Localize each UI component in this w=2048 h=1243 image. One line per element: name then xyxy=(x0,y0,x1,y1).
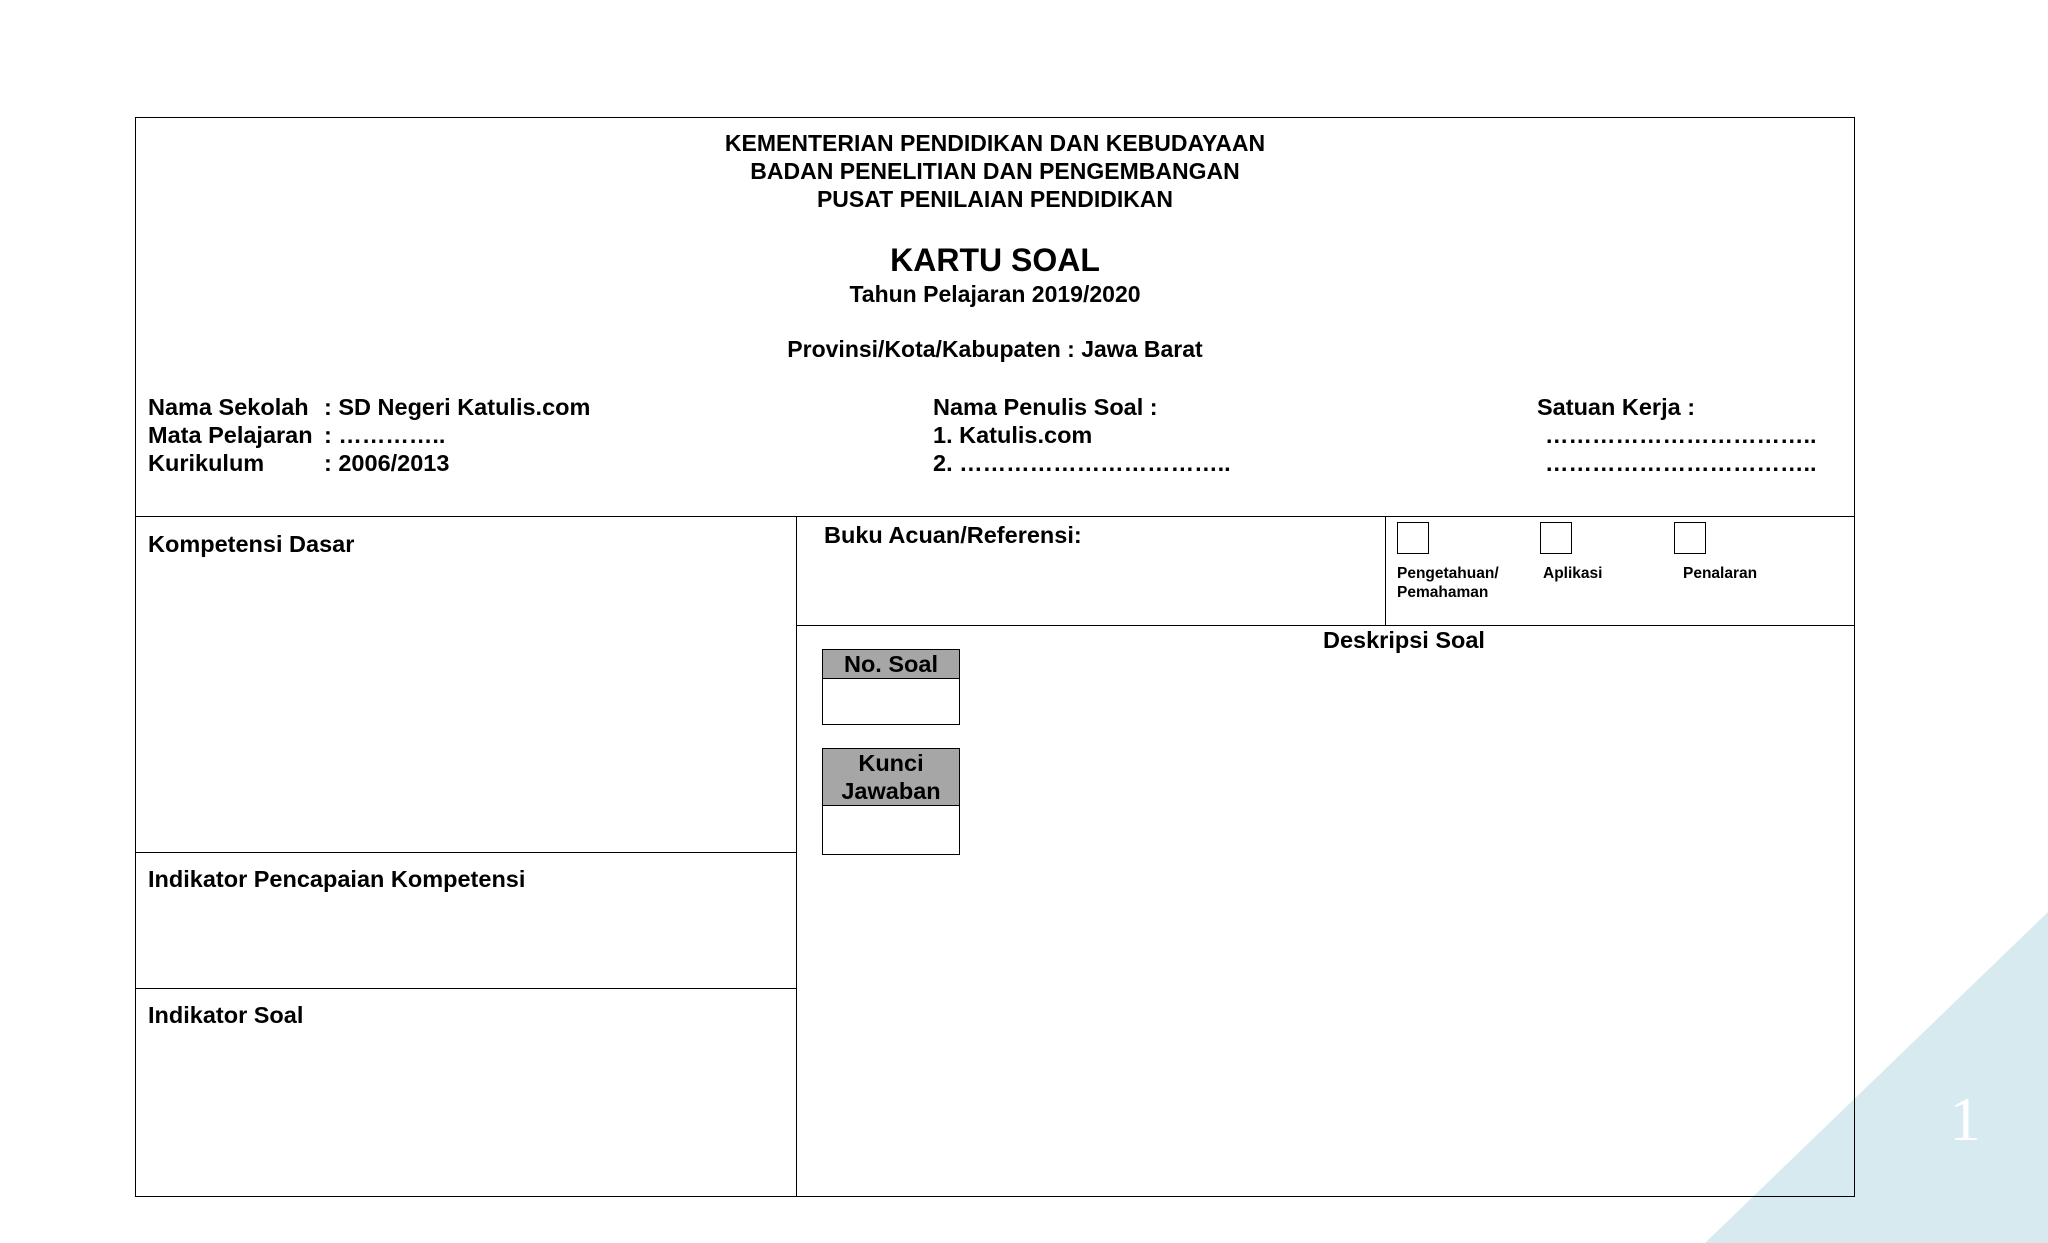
no-soal-box xyxy=(822,649,960,725)
deskripsi-soal-label: Deskripsi Soal xyxy=(1323,627,1485,653)
column-divider xyxy=(796,516,797,1196)
description-divider xyxy=(796,625,1854,626)
writer-2: 2. …………………………….. xyxy=(933,450,1231,476)
unit-label: Satuan Kerja : xyxy=(1537,394,1696,420)
academic-year: Tahun Pelajaran 2019/2020 xyxy=(849,281,1141,307)
unit-2: …………………………….. xyxy=(1545,450,1817,476)
curriculum-label: Kurikulum xyxy=(148,450,265,476)
pengetahuan-label-line1: Pengetahuan/ xyxy=(1397,565,1499,582)
subject-value: : ………….. xyxy=(324,422,446,448)
no-soal-header: No. Soal xyxy=(823,650,959,679)
penalaran-checkbox[interactable] xyxy=(1674,522,1706,554)
province-line: Provinsi/Kota/Kabupaten : Jawa Barat xyxy=(787,336,1203,362)
kompetensi-dasar-label: Kompetensi Dasar xyxy=(148,531,355,557)
center-name: PUSAT PENILAIAN PENDIDIKAN xyxy=(816,186,1174,212)
school-label: Nama Sekolah xyxy=(148,394,309,420)
penalaran-label: Penalaran xyxy=(1683,565,1758,582)
ministry-name: KEMENTERIAN PENDIDIKAN DAN KEBUDAYAAN xyxy=(724,130,1266,156)
agency-name: BADAN PENELITIAN DAN PENGEMBANGAN xyxy=(750,158,1240,184)
writer-info xyxy=(933,393,1231,477)
kunci-jawaban-header xyxy=(823,749,959,806)
kunci-line2: Jawaban xyxy=(841,778,941,804)
work-unit-info xyxy=(1537,393,1817,477)
school-info xyxy=(148,393,590,477)
question-card xyxy=(135,117,1855,1197)
school-value: : SD Negeri Katulis.com xyxy=(324,394,591,420)
pengetahuan-label xyxy=(1397,564,1499,602)
pengetahuan-checkbox[interactable] xyxy=(1397,522,1429,554)
kunci-line1: Kunci xyxy=(858,750,924,776)
kd-divider xyxy=(136,852,796,853)
kunci-jawaban-box xyxy=(822,748,960,855)
curriculum-value: : 2006/2013 xyxy=(324,450,450,476)
writer-label: Nama Penulis Soal : xyxy=(933,394,1158,420)
writer-1: 1. Katulis.com xyxy=(933,422,1093,448)
unit-1: …………………………….. xyxy=(1545,422,1817,448)
card-title: KARTU SOAL xyxy=(890,242,1100,278)
ipk-divider xyxy=(136,988,796,989)
indikator-soal-label: Indikator Soal xyxy=(148,1002,304,1028)
indikator-pencapaian-label: Indikator Pencapaian Kompetensi xyxy=(148,866,526,892)
aplikasi-checkbox[interactable] xyxy=(1540,522,1572,554)
subject-label: Mata Pelajaran xyxy=(148,422,313,448)
aplikasi-label: Aplikasi xyxy=(1543,565,1603,582)
buku-acuan-label: Buku Acuan/Referensi: xyxy=(824,522,1082,548)
pengetahuan-label-line2: Pemahaman xyxy=(1397,584,1489,601)
slide-number: 1 xyxy=(1949,1086,1981,1154)
header-divider xyxy=(136,516,1854,517)
reference-divider xyxy=(1385,516,1386,625)
